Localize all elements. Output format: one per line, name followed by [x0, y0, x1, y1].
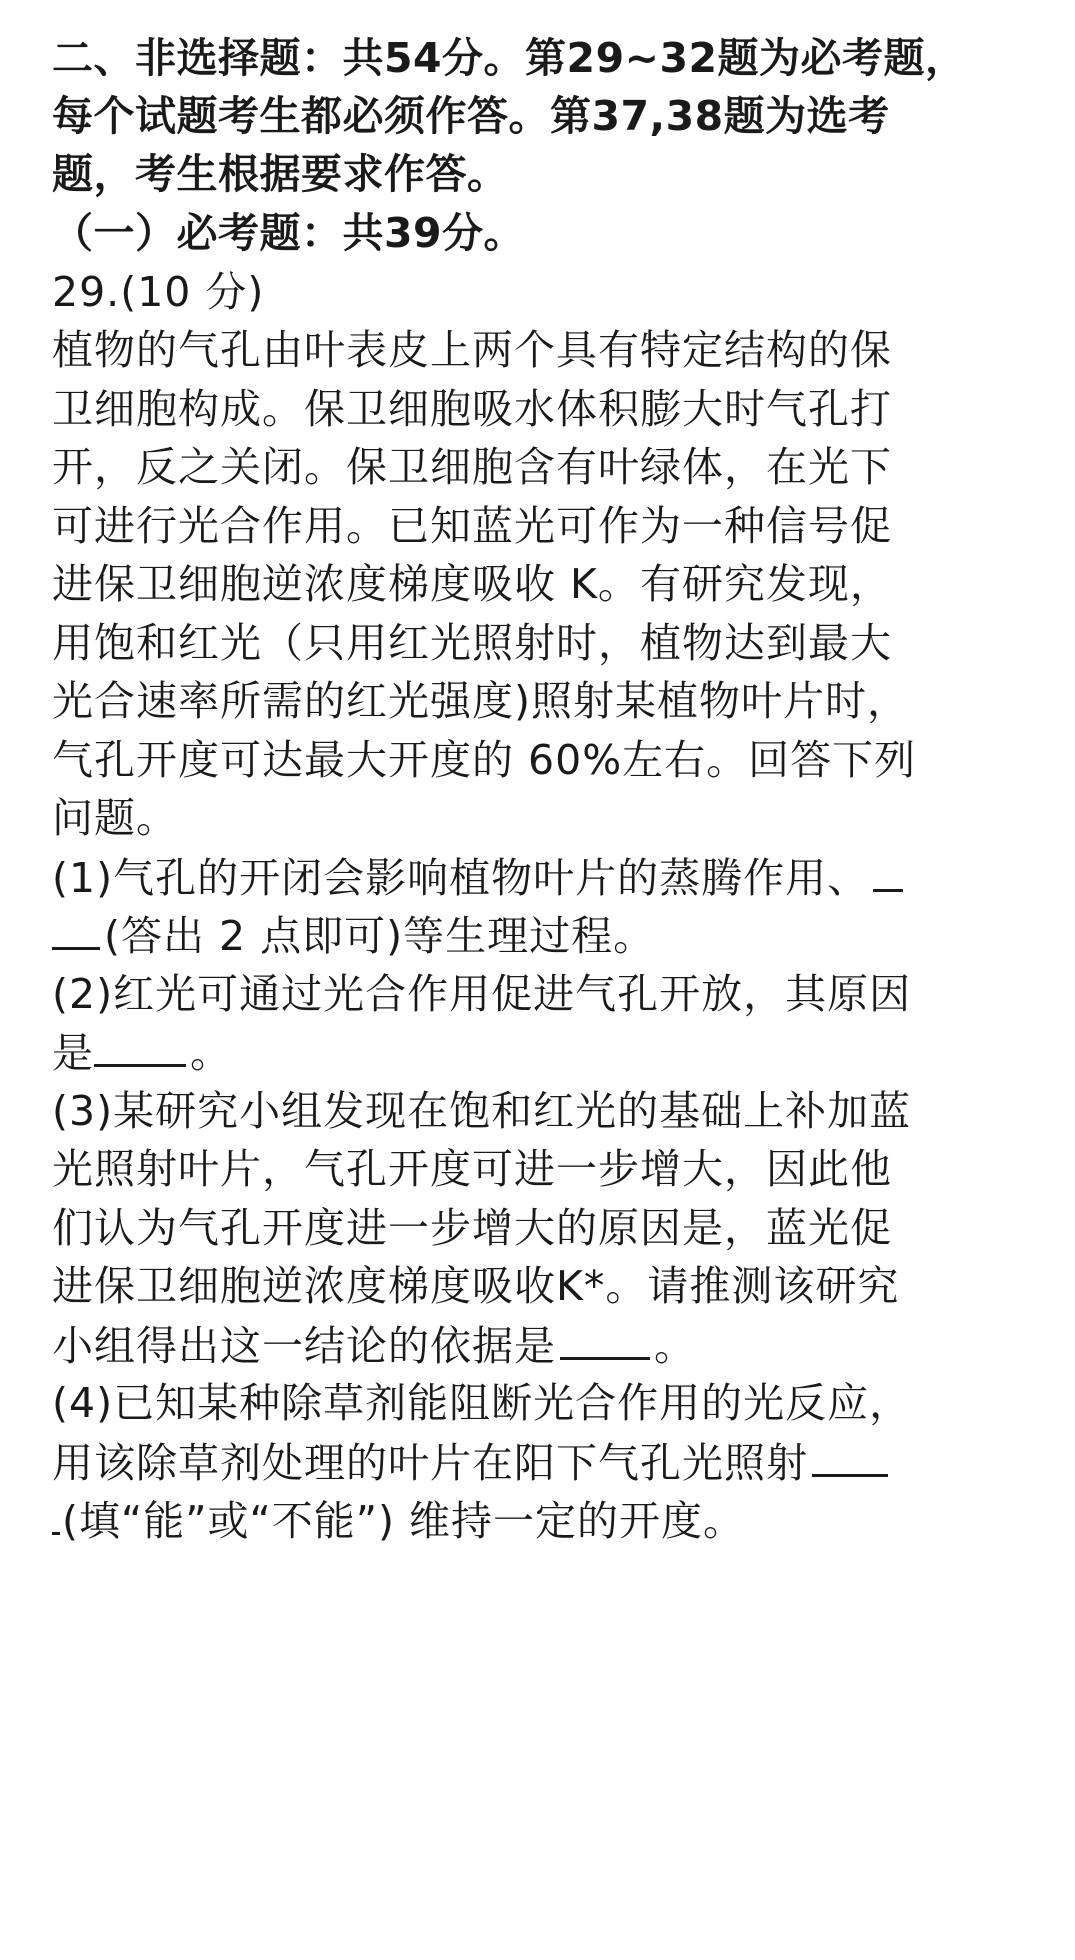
q2-answer-blank[interactable] [94, 1026, 186, 1067]
question-number: 29.(10 分) [52, 268, 265, 316]
q3-suffix: 。 [654, 1322, 696, 1370]
q3-answer-blank[interactable] [560, 1319, 650, 1360]
stem-line-3: 开，反之关闭。保卫细胞含有叶绿体，在光下 [52, 443, 892, 491]
q4-answer-blank-start[interactable] [812, 1436, 888, 1477]
q4-answer-blank-end[interactable] [52, 1494, 60, 1535]
q3-line-4: 进保卫细胞逆浓度梯度吸收K*。请推测该研究 [52, 1262, 900, 1310]
stem-line-8: 气孔开度可达最大开度的 60%左右。回答下列 [52, 736, 917, 784]
q1-text-1: (1)气孔的开闭会影响植物叶片的蒸腾作用、 [52, 854, 870, 902]
q4-line-1: (4)已知某种除草剂能阻断光合作用的光反应， [52, 1379, 912, 1427]
q3-line-1: (3)某研究小组发现在饱和红光的基础上补加蓝 [52, 1087, 912, 1135]
q2-line-1: (2)红光可通过光合作用促进气孔开放，其原因 [52, 970, 912, 1018]
section-header-line-2: 每个试题考生都必须作答。第37,38题为选考 [52, 92, 890, 140]
q4-text-3: (填“能”或“不能”) 维持一定的开度。 [62, 1497, 745, 1545]
q2-prefix: 是 [52, 1029, 94, 1077]
stem-line-5: 进保卫细胞逆浓度梯度吸收 K。有研究发现， [52, 560, 892, 608]
q3-line-3: 们认为气孔开度进一步增大的原因是，蓝光促 [52, 1204, 892, 1252]
stem-line-4: 可进行光合作用。已知蓝光可作为一种信号促 [52, 502, 892, 550]
q3-prefix: 小组得出这一结论的依据是 [52, 1322, 556, 1370]
q1-line-1 [52, 851, 903, 904]
section-header-line-3: 题，考生根据要求作答。 [52, 150, 509, 198]
stem-line-7: 光合速率所需的红光强度)照射某植物叶片时， [52, 677, 909, 725]
q3-line-5 [52, 1319, 696, 1372]
stem-line-1: 植物的气孔由叶表皮上两个具有特定结构的保 [52, 326, 892, 374]
q1-line-2 [52, 909, 655, 962]
stem-line-9: 问题。 [52, 794, 178, 842]
q1-answer-blank-start[interactable] [873, 851, 903, 892]
q4-line-3 [52, 1494, 745, 1547]
q1-answer-blank-end[interactable] [52, 909, 100, 950]
q3-line-2: 光照射叶片，气孔开度可进一步增大，因此他 [52, 1145, 892, 1193]
subsection-header: （一）必考题：共39分。 [52, 209, 526, 257]
q4-line-2 [52, 1436, 888, 1489]
section-header-line-1: 二、非选择题：共54分。第29~32题为必考题， [52, 34, 967, 82]
q1-text-2: (答出 2 点即可)等生理过程。 [104, 912, 656, 960]
stem-line-6: 用饱和红光（只用红光照射时，植物达到最大 [52, 619, 892, 667]
q4-text-2: 用该除草剂处理的叶片在阳下气孔光照射 [52, 1439, 808, 1487]
q2-line-2 [52, 1026, 232, 1079]
stem-line-2: 卫细胞构成。保卫细胞吸水体积膨大时气孔打 [52, 385, 892, 433]
q2-suffix: 。 [190, 1029, 232, 1077]
